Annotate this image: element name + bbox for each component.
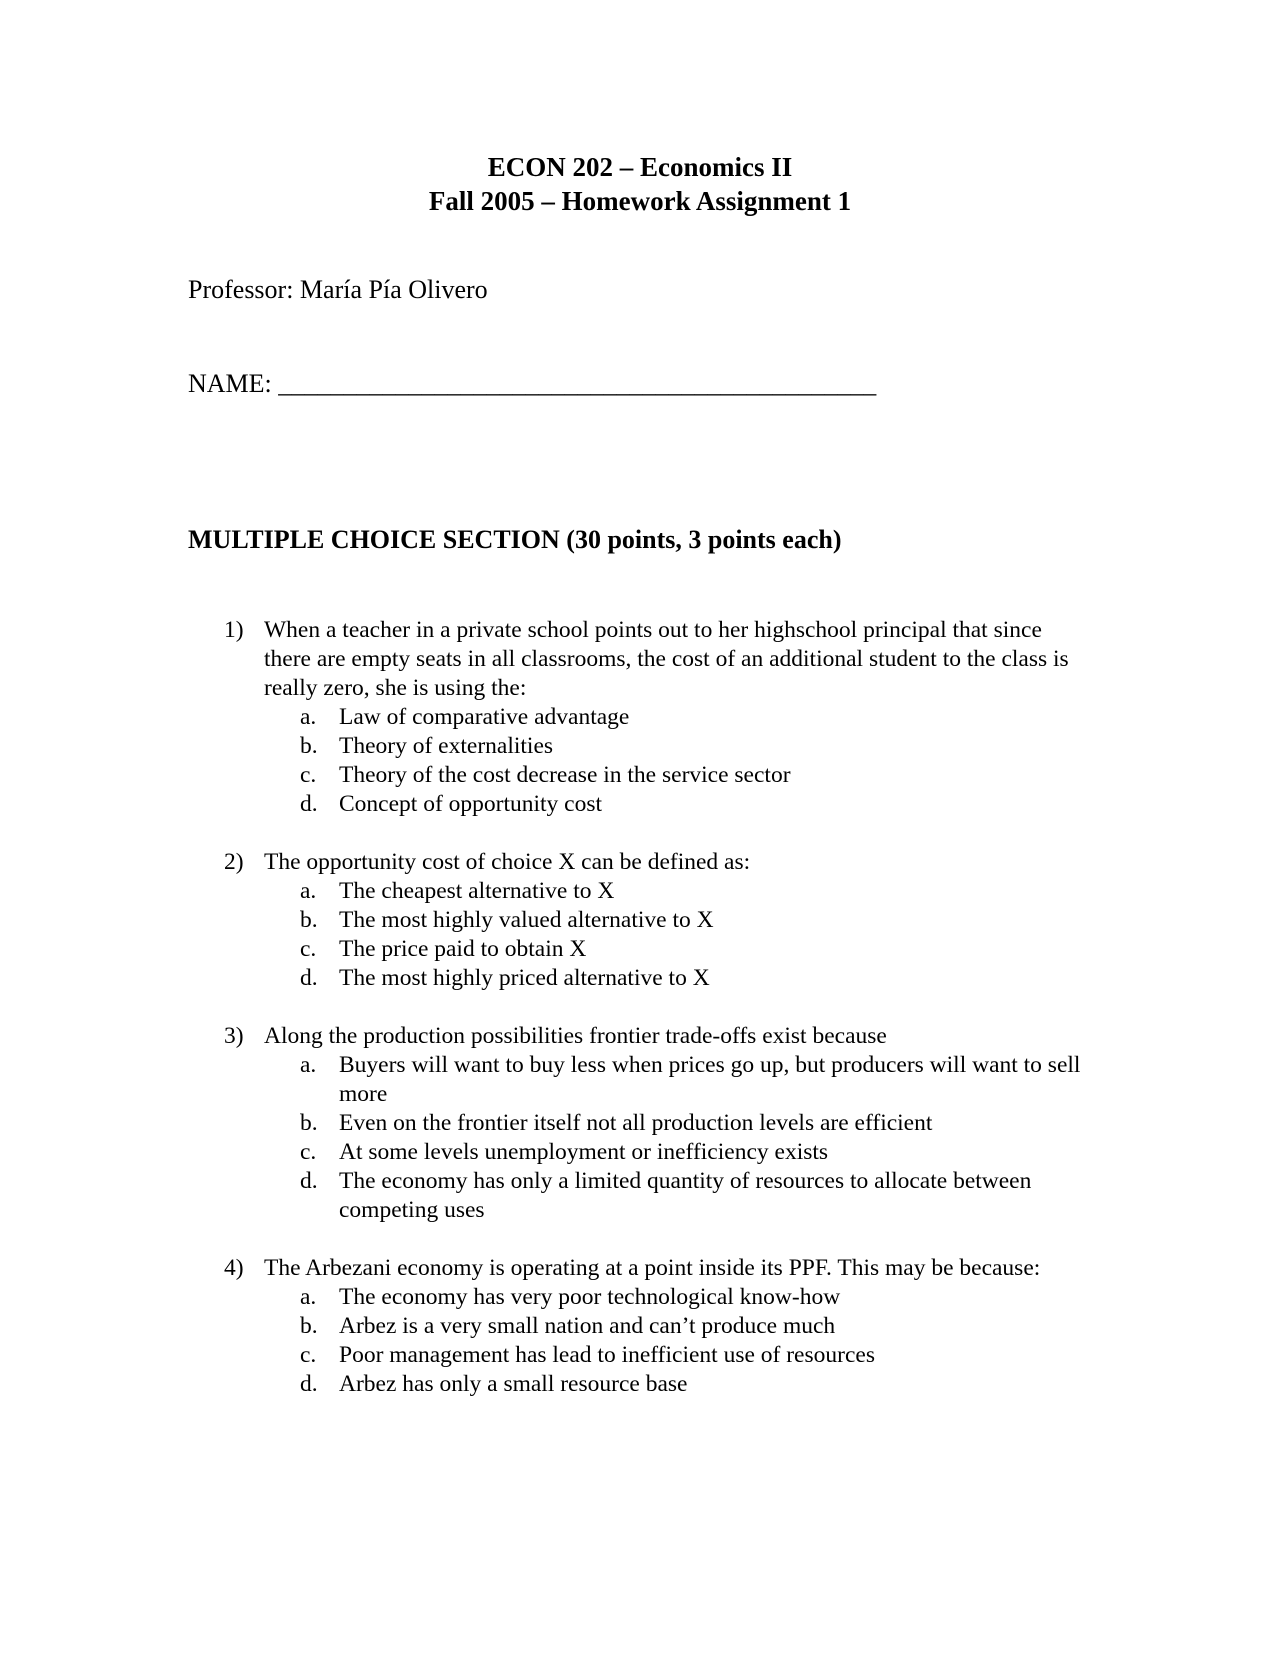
option-item bbox=[0, 761, 1280, 790]
option-text: Arbez is a very small nation and can’t produce much bbox=[339, 1313, 836, 1339]
option-text: Law of comparative advantage bbox=[339, 704, 630, 730]
option-item bbox=[0, 1341, 1280, 1370]
question-list bbox=[0, 616, 1280, 1428]
option-letter: a. bbox=[300, 1284, 317, 1310]
option-list bbox=[0, 877, 1280, 993]
option-letter: b. bbox=[300, 733, 318, 759]
option-text: The cheapest alternative to X bbox=[339, 878, 615, 904]
option-text: Arbez has only a small resource base bbox=[339, 1371, 688, 1397]
question-number: 3) bbox=[224, 1023, 244, 1049]
option-letter: d. bbox=[300, 1168, 318, 1194]
option-letter: d. bbox=[300, 1371, 318, 1397]
option-item bbox=[0, 1138, 1280, 1167]
option-text: The economy has very poor technological know-how bbox=[339, 1284, 841, 1310]
question-text: The opportunity cost of choice X can be defined as: bbox=[264, 849, 751, 875]
question-number: 4) bbox=[224, 1255, 244, 1281]
option-item bbox=[0, 703, 1280, 732]
section-heading: MULTIPLE CHOICE SECTION (30 points, 3 points each) bbox=[188, 525, 842, 554]
option-text: Theory of the cost decrease in the service sector bbox=[339, 762, 791, 788]
option-letter: c. bbox=[300, 936, 317, 962]
assignment-title: Fall 2005 – Homework Assignment 1 bbox=[428, 186, 852, 216]
question-number: 2) bbox=[224, 849, 244, 875]
option-letter: b. bbox=[300, 907, 318, 933]
question-text: The Arbezani economy is operating at a point inside its PPF. This may be because: bbox=[264, 1255, 1041, 1281]
option-text: Even on the frontier itself not all production levels are efficient bbox=[339, 1110, 933, 1136]
question-text: Along the production possibilities frontier trade-offs exist because bbox=[264, 1023, 887, 1049]
option-item bbox=[0, 964, 1280, 993]
option-text: The price paid to obtain X bbox=[339, 936, 587, 962]
option-item bbox=[0, 877, 1280, 906]
option-text: At some levels unemployment or inefficiency exists bbox=[339, 1139, 829, 1165]
option-text: Concept of opportunity cost bbox=[339, 791, 603, 817]
option-text: The economy has only a limited quantity of resources to allocate between competing uses bbox=[339, 1168, 1032, 1223]
question-text: When a teacher in a private school points out to her highschool principal that since there are empty seats in all classrooms, the cost of an additional student to the class is really zero, she is using the: bbox=[264, 617, 1069, 701]
option-item bbox=[0, 1370, 1280, 1399]
option-letter: a. bbox=[300, 704, 317, 730]
option-list bbox=[0, 1283, 1280, 1399]
option-letter: b. bbox=[300, 1313, 318, 1339]
name-field: NAME: ______________________________________________ bbox=[188, 369, 877, 398]
question-2 bbox=[0, 848, 1280, 993]
question-1 bbox=[0, 616, 1280, 819]
option-letter: b. bbox=[300, 1110, 318, 1136]
option-letter: c. bbox=[300, 1342, 317, 1368]
option-letter: a. bbox=[300, 878, 317, 904]
option-letter: d. bbox=[300, 791, 318, 817]
question-3 bbox=[0, 1022, 1280, 1225]
option-list bbox=[0, 703, 1280, 819]
option-item bbox=[0, 906, 1280, 935]
course-title: ECON 202 – Economics II bbox=[487, 152, 793, 182]
option-letter: a. bbox=[300, 1052, 317, 1078]
option-item bbox=[0, 732, 1280, 761]
option-letter: c. bbox=[300, 1139, 317, 1165]
option-item bbox=[0, 790, 1280, 819]
option-text: Theory of externalities bbox=[339, 733, 554, 759]
option-text: The most highly priced alternative to X bbox=[339, 965, 710, 991]
option-item bbox=[0, 1051, 1280, 1109]
option-item bbox=[0, 1167, 1280, 1225]
option-text: Poor management has lead to inefficient use of resources bbox=[339, 1342, 875, 1368]
option-letter: c. bbox=[300, 762, 317, 788]
question-number: 1) bbox=[224, 617, 244, 643]
option-item bbox=[0, 1283, 1280, 1312]
option-letter: d. bbox=[300, 965, 318, 991]
option-item bbox=[0, 1312, 1280, 1341]
professor-line: Professor: María Pía Olivero bbox=[188, 275, 488, 304]
question-4 bbox=[0, 1254, 1280, 1399]
option-item bbox=[0, 1109, 1280, 1138]
option-list bbox=[0, 1051, 1280, 1225]
option-text: Buyers will want to buy less when prices go up, but producers will want to sell more bbox=[339, 1052, 1081, 1107]
document-title bbox=[0, 150, 1280, 218]
option-item bbox=[0, 935, 1280, 964]
option-text: The most highly valued alternative to X bbox=[339, 907, 714, 933]
